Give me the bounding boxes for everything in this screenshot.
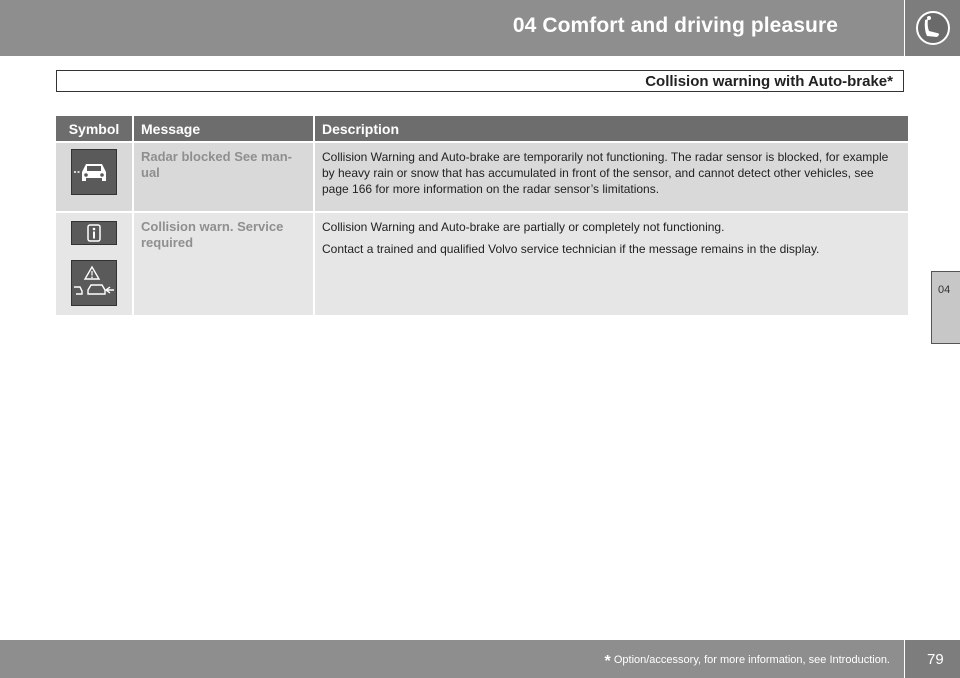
- column-header-description: Description: [315, 116, 908, 143]
- message-cell: Radar blocked See man-ual: [134, 143, 313, 211]
- footer-note: [605, 653, 890, 671]
- chapter-title: 04 Comfort and driving pleasure: [512, 14, 838, 37]
- message-table: [54, 116, 910, 315]
- section-title-box: [56, 70, 904, 92]
- description-text: Collision Warning and Auto-brake are partially or completely not functioning.: [322, 220, 725, 234]
- page-number: 79: [927, 651, 944, 668]
- table-row: [56, 211, 908, 315]
- description-text: Contact a trained and qualified Volvo service technician if the message remains in the display.: [322, 242, 820, 256]
- message-cell: Collision warn. Service required: [134, 211, 313, 315]
- column-header-symbol: Symbol: [56, 116, 132, 143]
- column-header-message: Message: [134, 116, 313, 143]
- chapter-icon-box: [905, 0, 960, 56]
- symbol-cell: [56, 211, 132, 315]
- page-number-box: [905, 640, 960, 678]
- chapter-side-tab[interactable]: [931, 271, 960, 344]
- description-cell: [315, 211, 908, 315]
- symbol-cell: [56, 143, 132, 211]
- footnote-text: Option/accessory, for more information, see Introduction.: [613, 654, 890, 666]
- footnote-star: *: [604, 653, 611, 670]
- side-tab-label: 04: [938, 284, 951, 296]
- table-row: [56, 143, 908, 211]
- table-header-row: [56, 116, 908, 143]
- information-icon: [71, 221, 117, 245]
- chapter-header-bar: [0, 0, 904, 56]
- collision-warning-triangle-icon: [71, 260, 117, 306]
- radar-blocked-car-icon: [71, 149, 117, 195]
- footer-bar: [0, 640, 904, 678]
- description-text: Collision Warning and Auto-brake are temporarily not functioning. The radar sensor is blocked, for example by heavy rain or snow that has accumulated in front of the sensor, and cannot detect other vehicles, see page 166 for more information on the radar sensor’s limitations.: [322, 150, 889, 196]
- description-cell: [315, 143, 908, 211]
- section-title: Collision warning with Auto-brake*: [645, 73, 893, 90]
- seat-icon: [915, 10, 951, 46]
